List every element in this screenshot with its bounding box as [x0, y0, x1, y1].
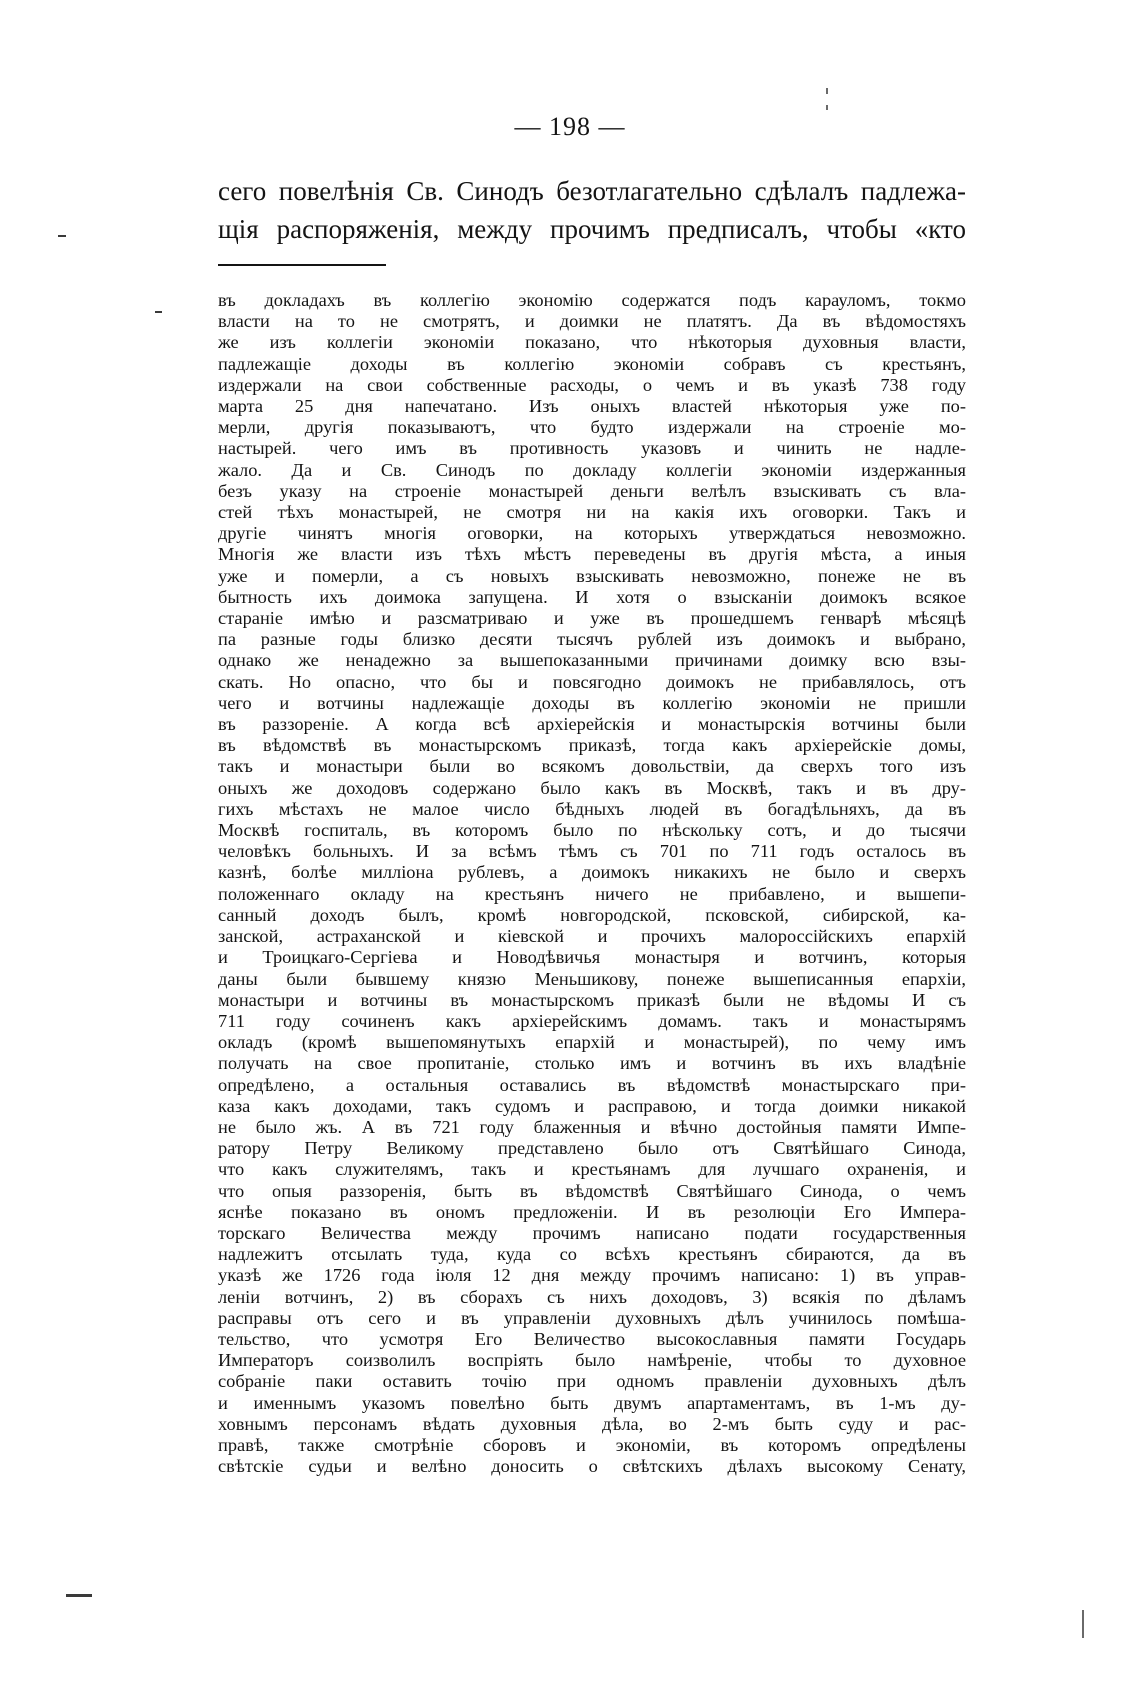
footnote-line: Москвѣ госпиталь, въ которомъ было по нѣскольку сотъ, и до тысячи: [218, 820, 966, 841]
margin-mark: [58, 235, 66, 237]
footnote-line: стей тѣхъ монастырей, не смотря ни на какія ихъ оговорки. Такъ и: [218, 502, 966, 523]
footnote-line: казнѣ, болѣе милліона рублевъ, а доимокъ никакихъ не было и сверхъ: [218, 862, 966, 883]
main-text-line: сего повелѣнія Св. Синодъ безотлагательно сдѣлалъ падлежа-: [218, 176, 966, 206]
footnote-line: Многія же власти изъ тѣхъ мѣстъ переведены въ другія мѣста, а иныя: [218, 544, 966, 565]
footnote-line: ратору Петру Великому представлено было отъ Святѣйшаго Синода,: [218, 1138, 966, 1159]
footnote-line: однако же ненадежно за вышепоказанными причинами доимку всю взы-: [218, 650, 966, 671]
footnote-line: каза какъ доходами, такъ судомъ и расправою, и тогда доимки никакой: [218, 1095, 966, 1116]
footnote-separator: [218, 264, 386, 266]
footnote-line: безъ указу на строеніе монастырей деньги велѣлъ взыскивать съ вла-: [218, 480, 966, 501]
footnote-line: въ раззореніе. А когда всѣ архіерейскія и монастырскія вотчины были: [218, 714, 966, 735]
footnote-line: положеннаго окладу на крестьянъ ничего не прибавлено, и вышепи-: [218, 883, 966, 904]
margin-mark: [155, 311, 162, 313]
footnote-line: свѣтскіе судьи и велѣно доносить о свѣтскихъ дѣлахъ высокому Сенату,: [218, 1456, 966, 1477]
footnote-line: издержали на свои собственные расходы, о чемъ и въ указѣ 738 году: [218, 374, 966, 395]
footnote-line: ховнымъ персонамъ вѣдать духовныя дѣла, во 2-мъ быть суду и рас-: [218, 1413, 966, 1434]
footnote-line: стараніе имѣю и разсматриваю и уже въ прошедшемъ генварѣ мѣсяцѣ: [218, 608, 966, 629]
footnote-line: опредѣлено, а остальныя оставались въ вѣдомствѣ монастырскаго при-: [218, 1074, 966, 1095]
margin-mark: [66, 1594, 92, 1597]
footnote-line: мерли, другія показываютъ, что будто издержали на строеніе мо-: [218, 417, 966, 438]
footnote-line: такъ и монастыри были во всякомъ довольствіи, да сверхъ того изъ: [218, 756, 966, 777]
footnote-line: что какъ служителямъ, такъ и крестьянамъ для лучшаго охраненія, и: [218, 1159, 966, 1180]
footnote-line: 711 году сочиненъ какъ архіерейскимъ домамъ. такъ и монастырямъ: [218, 1010, 966, 1031]
footnote-line: бытность ихъ доимока запущена. И хотя о взысканіи доимокъ всякое: [218, 586, 966, 607]
footnote-line: санный доходъ былъ, кромѣ новгородской, псковской, сибирской, ка-: [218, 904, 966, 925]
footnote-line: яснѣе показано въ ономъ предложеніи. И въ резолюціи Его Импера-: [218, 1201, 966, 1222]
scan-speck: [1082, 1610, 1084, 1638]
footnote-line: оныхъ же доходовъ содержано было какъ въ Москвѣ, такъ и въ дру-: [218, 777, 966, 798]
main-body-text: [218, 172, 966, 248]
footnote-text: [218, 290, 966, 1477]
footnote-line: расправы отъ сего и въ управленіи духовныхъ дѣлъ учинилось помѣша-: [218, 1307, 966, 1328]
footnote-line: не было жъ. А въ 721 году блаженныя и вѣчно достойныя памяти Импе-: [218, 1116, 966, 1137]
footnote-line: скать. Но опасно, что бы и повсягодно доимокъ не прибавлялось, отъ: [218, 671, 966, 692]
footnote-line: даны были бывшему князю Меньшикову, понеже вышеписанныя епархіи,: [218, 968, 966, 989]
scan-speck: [826, 88, 828, 94]
footnote-line: уже и померли, а съ новыхъ взыскивать невозможно, понеже не въ: [218, 565, 966, 586]
footnote-line: власти на то не смотрятъ, и доимки не платятъ. Да въ вѣдомостяхъ: [218, 311, 966, 332]
footnote-line: въ вѣдомствѣ въ монастырскомъ приказѣ, тогда какъ архіерейскіе домы,: [218, 735, 966, 756]
footnote-line: монастыри и вотчины въ монастырскомъ приказѣ были не вѣдомы И съ: [218, 989, 966, 1010]
footnote-line: окладъ (кромѣ вышепомянутыхъ епархій и монастырей), по чему имъ: [218, 1032, 966, 1053]
footnote-line: собраніе паки оставить точію при одномъ правленіи духовныхъ дѣлъ: [218, 1371, 966, 1392]
footnote-line: марта 25 дня напечатано. Изъ оныхъ властей нѣкоторыя уже по-: [218, 396, 966, 417]
footnote-line: занской, астраханской и кіевской и прочихъ малороссійскихъ епархій: [218, 926, 966, 947]
footnote-line: указѣ же 1726 года іюля 12 дня между прочимъ написано: 1) въ управ-: [218, 1265, 966, 1286]
footnote-line: и именнымъ указомъ повелѣно быть двумъ апартаментамъ, въ 1-мъ ду-: [218, 1392, 966, 1413]
footnote-line: чего и вотчины надлежащіе доходы въ коллегію экономіи не пришли: [218, 692, 966, 713]
footnote-line: настырей. чего имъ въ противность указовъ и чинить не надле-: [218, 438, 966, 459]
footnote-line: въ докладахъ въ коллегію экономію содержатся подъ карауломъ, токмо: [218, 290, 966, 310]
footnote-line: получать на свое пропитаніе, столько имъ и вотчинъ въ ихъ владѣніе: [218, 1053, 966, 1074]
footnote-line: человѣкъ больныхъ. И за всѣмъ тѣмъ съ 701 по 711 годъ осталось въ: [218, 841, 966, 862]
footnote-line: и Троицкаго-Сергіева и Новодѣвичья монастыря и вотчинъ, которыя: [218, 947, 966, 968]
footnote-line: другіе чинятъ многія оговорки, на которыхъ утверждаться невозможно.: [218, 523, 966, 544]
footnote-line: гихъ мѣстахъ не малое число бѣдныхъ людей въ богадѣльняхъ, да въ: [218, 798, 966, 819]
scan-speck: [826, 105, 828, 110]
footnote-line: па разные годы близко десяти тысячъ рублей изъ доимокъ и выбрано,: [218, 629, 966, 650]
footnote-line: торскаго Величества между прочимъ написано подати государственныя: [218, 1222, 966, 1243]
footnote-line: правѣ, также смотрѣніе сборовъ и экономіи, въ которомъ опредѣлены: [218, 1434, 966, 1455]
footnote-line: же изъ коллегіи экономіи показано, что нѣкоторыя духовныя власти,: [218, 332, 966, 353]
page-number: — 198 —: [514, 112, 626, 141]
main-text-line: щія распоряженія, между прочимъ предписалъ, чтобы «кто: [218, 214, 966, 244]
footnote-line: Императоръ соизволилъ воспріять было намѣреніе, чтобы то духовное: [218, 1350, 966, 1371]
footnote-line: надлежитъ отсылать туда, куда со всѣхъ крестьянъ сбираются, да въ: [218, 1244, 966, 1265]
footnote-line: падлежащіе доходы въ коллегію экономіи собравъ съ крестьянъ,: [218, 353, 966, 374]
footnote-line: жало. Да и Св. Синодъ по докладу коллегіи экономіи издержанныя: [218, 459, 966, 480]
footnote-line: тельство, что усмотря Его Величество высокославныя памяти Государь: [218, 1328, 966, 1349]
footnote-line: что опыя раззоренія, быть въ вѣдомствѣ Святѣйшаго Синода, о чемъ: [218, 1180, 966, 1201]
footnote-line: леніи вотчинъ, 2) въ сборахъ съ нихъ доходовъ, 3) всякія по дѣламъ: [218, 1286, 966, 1307]
